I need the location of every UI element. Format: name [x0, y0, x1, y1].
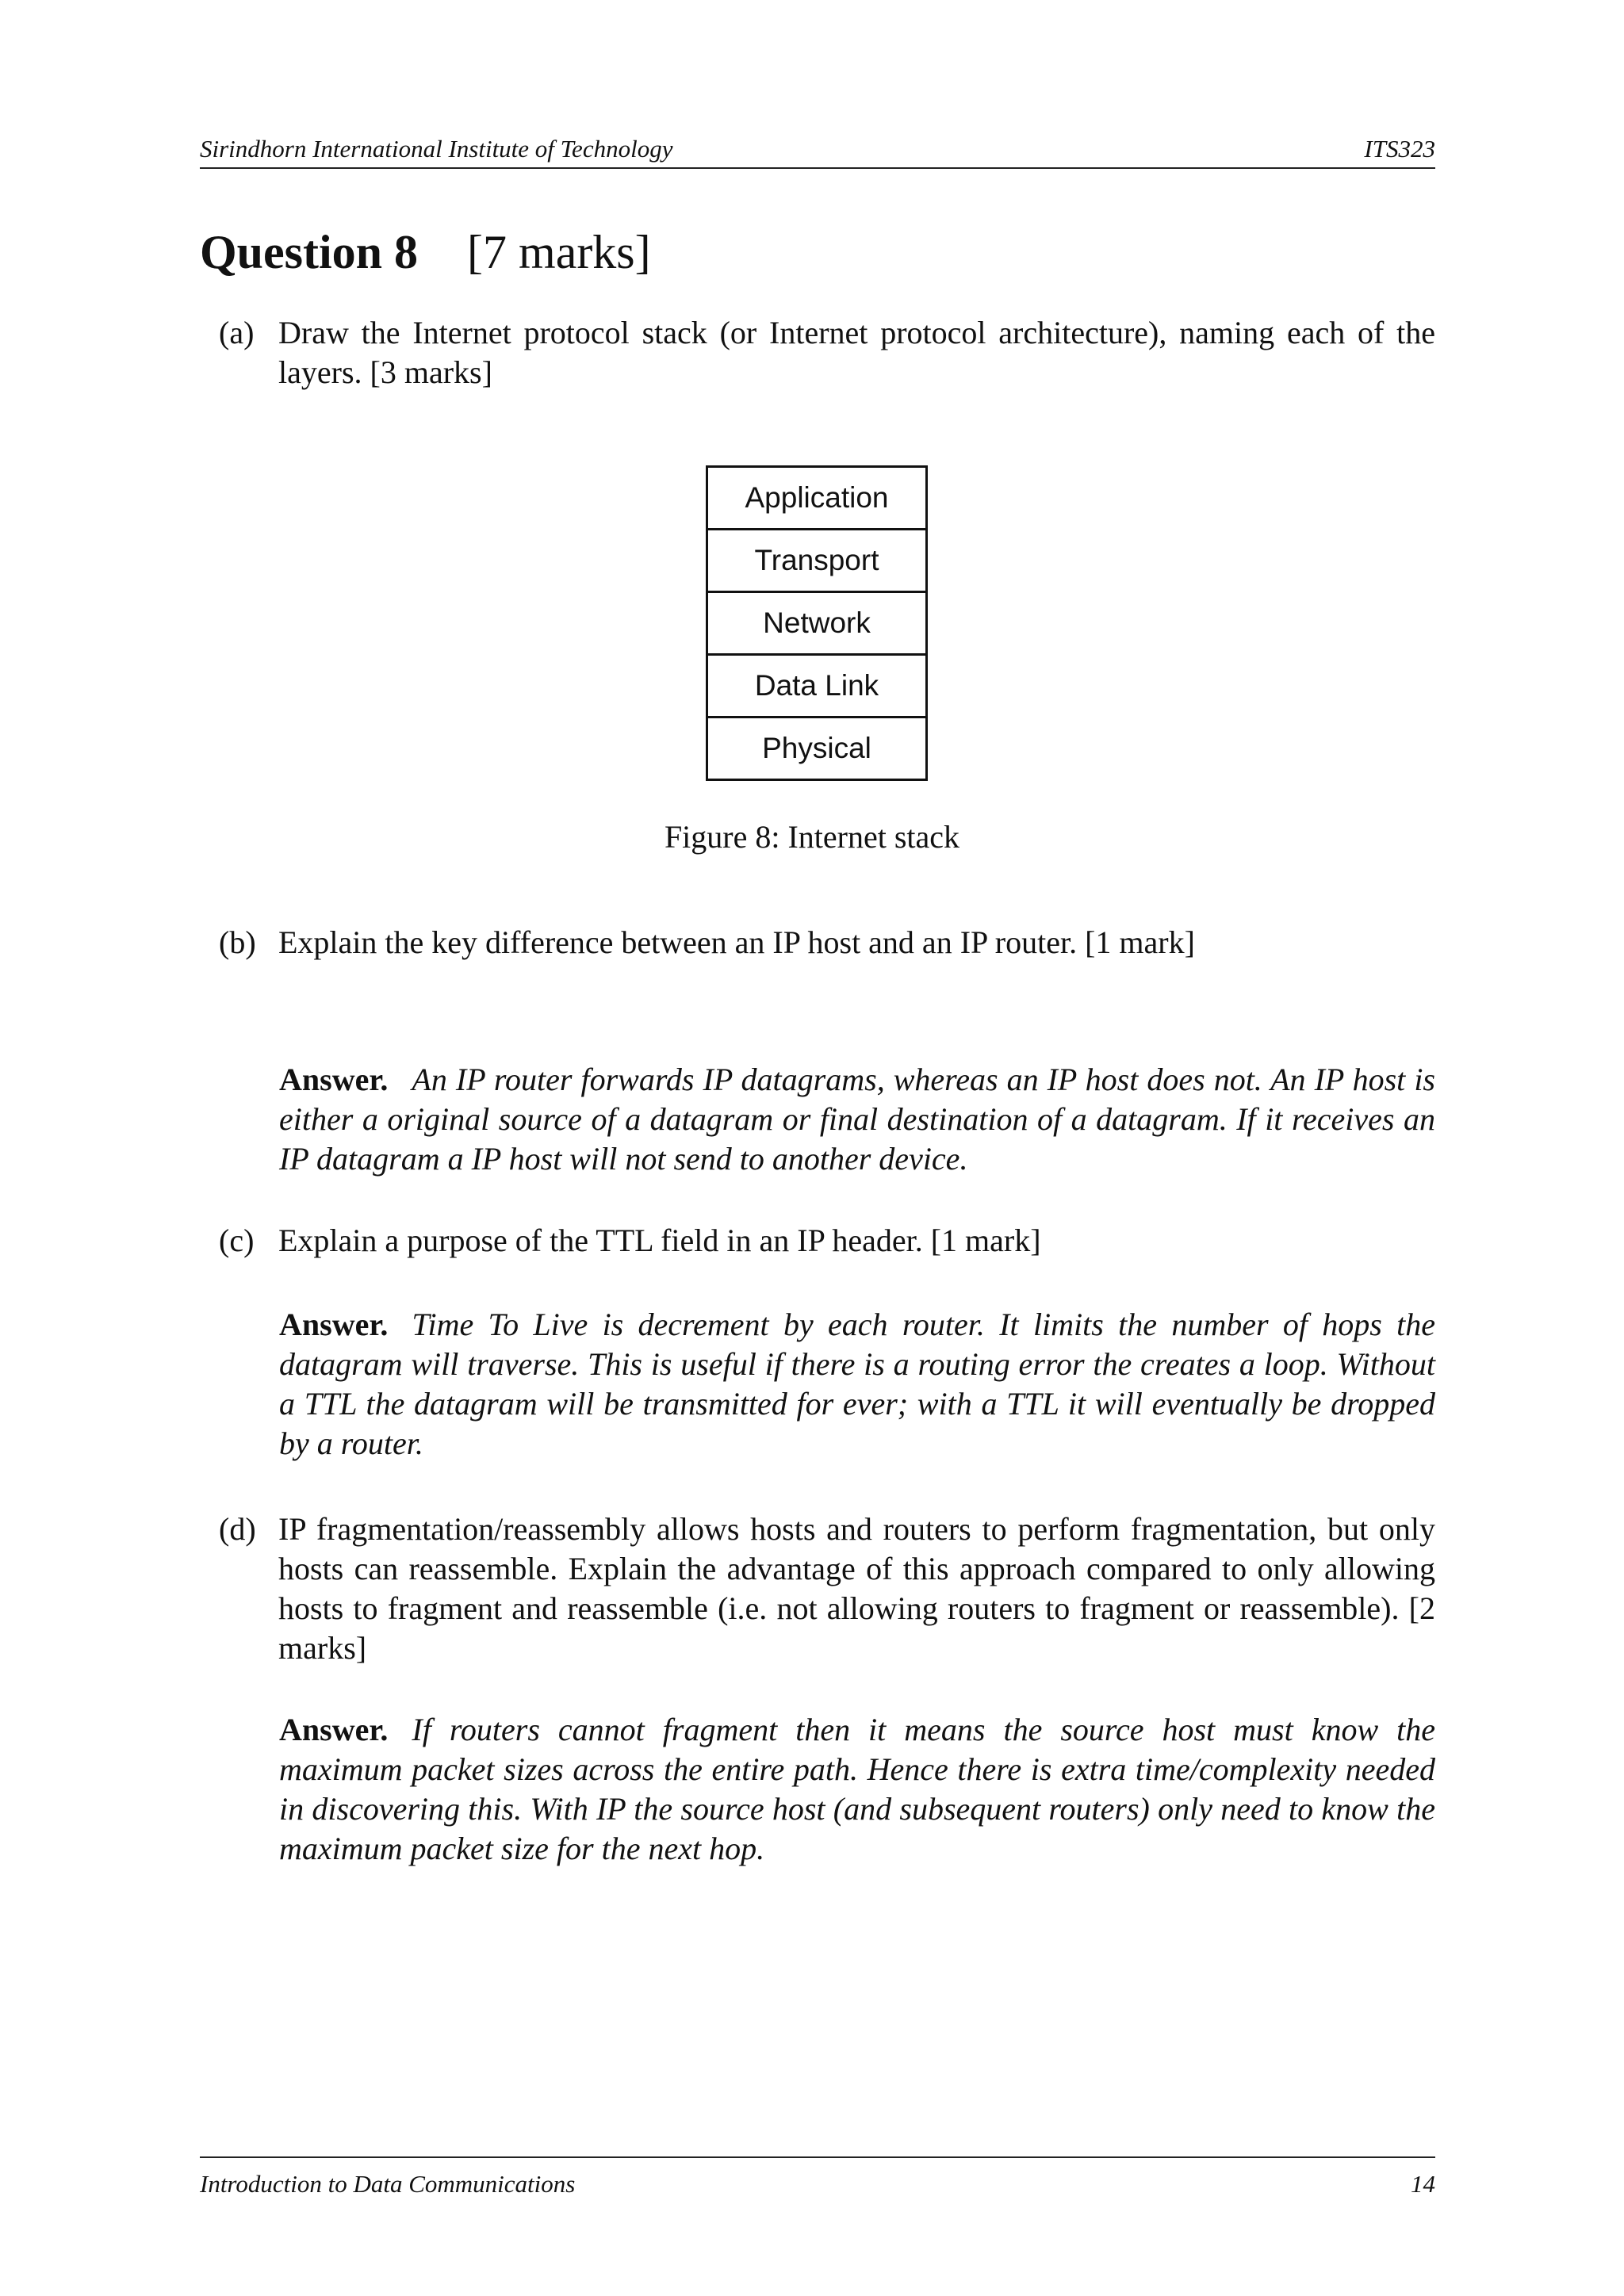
- header-course-code: ITS323: [1364, 135, 1435, 163]
- answer-c: [279, 1305, 1435, 1464]
- part-b-label: (b): [219, 924, 256, 960]
- part-d-label: (d): [219, 1511, 256, 1547]
- answer-b: [279, 1060, 1435, 1179]
- part-c: [219, 1221, 1435, 1261]
- part-b: [219, 923, 1435, 962]
- figure-caption: Figure 8: Internet stack: [664, 819, 960, 855]
- header-rule: [200, 167, 1435, 169]
- footer-page-number: 14: [1411, 2170, 1435, 2198]
- layer-data-link: Data Link: [708, 653, 925, 716]
- part-b-text: Explain the key difference between an IP host and an IP router. [1 mark]: [278, 924, 1195, 960]
- part-c-text: Explain a purpose of the TTL field in an IP header. [1 mark]: [278, 1223, 1041, 1258]
- question-number: Question 8: [200, 226, 419, 278]
- question-marks: [7 marks]: [467, 226, 651, 278]
- layer-application: Application: [745, 481, 889, 514]
- question-title: [200, 224, 651, 280]
- layer-network: Network: [708, 591, 925, 653]
- part-d-text: IP fragmentation/reassembly allows hosts and routers to perform fragmentation, but only hosts can reassemble. Explain the advantage of this approach compared to only allowing hosts to fragment and reassemble (i.e. not allowing routers to fragment or reassemble). [2 marks]: [278, 1511, 1435, 1666]
- answer-d-text: If routers cannot fragment then it means the source host must know the maximum packet sizes across the entire path. Hence there is extra time/complexity needed in discovering this. With IP the source host (and subsequent routers) only need to know the maximum packet size for the next hop.: [279, 1712, 1435, 1866]
- header-institution: Sirindhorn International Institute of Technology: [200, 135, 673, 163]
- footer-course-name: Introduction to Data Communications: [200, 2170, 576, 2198]
- answer-b-text: An IP router forwards IP datagrams, whereas an IP host does not. An IP host is either a original source of a datagram or final destination of a datagram. If it receives an IP datagram a IP host will not send to another device.: [279, 1062, 1435, 1177]
- layer-physical: Physical: [708, 716, 925, 779]
- answer-c-text: Time To Live is decrement by each router. It limits the number of hops the datagram will traverse. This is useful if there is a routing error the creates a loop. Without a TTL the datagram will be transmitted for ever; with a TTL it will eventually be dropped by a router.: [279, 1307, 1435, 1461]
- answer-d: [279, 1710, 1435, 1869]
- protocol-stack-diagram: [706, 465, 928, 781]
- answer-c-label: Answer.: [279, 1307, 389, 1342]
- answer-b-label: Answer.: [279, 1062, 389, 1097]
- part-a-text: Draw the Internet protocol stack (or Internet protocol architecture), naming each of the layers. [3 marks]: [278, 315, 1435, 390]
- part-c-label: (c): [219, 1223, 255, 1258]
- footer-rule: [200, 2156, 1435, 2158]
- part-a: [219, 313, 1435, 392]
- layer-transport: Transport: [708, 528, 925, 591]
- answer-d-label: Answer.: [279, 1712, 389, 1747]
- part-a-label: (a): [219, 315, 255, 350]
- part-d: [219, 1510, 1435, 1668]
